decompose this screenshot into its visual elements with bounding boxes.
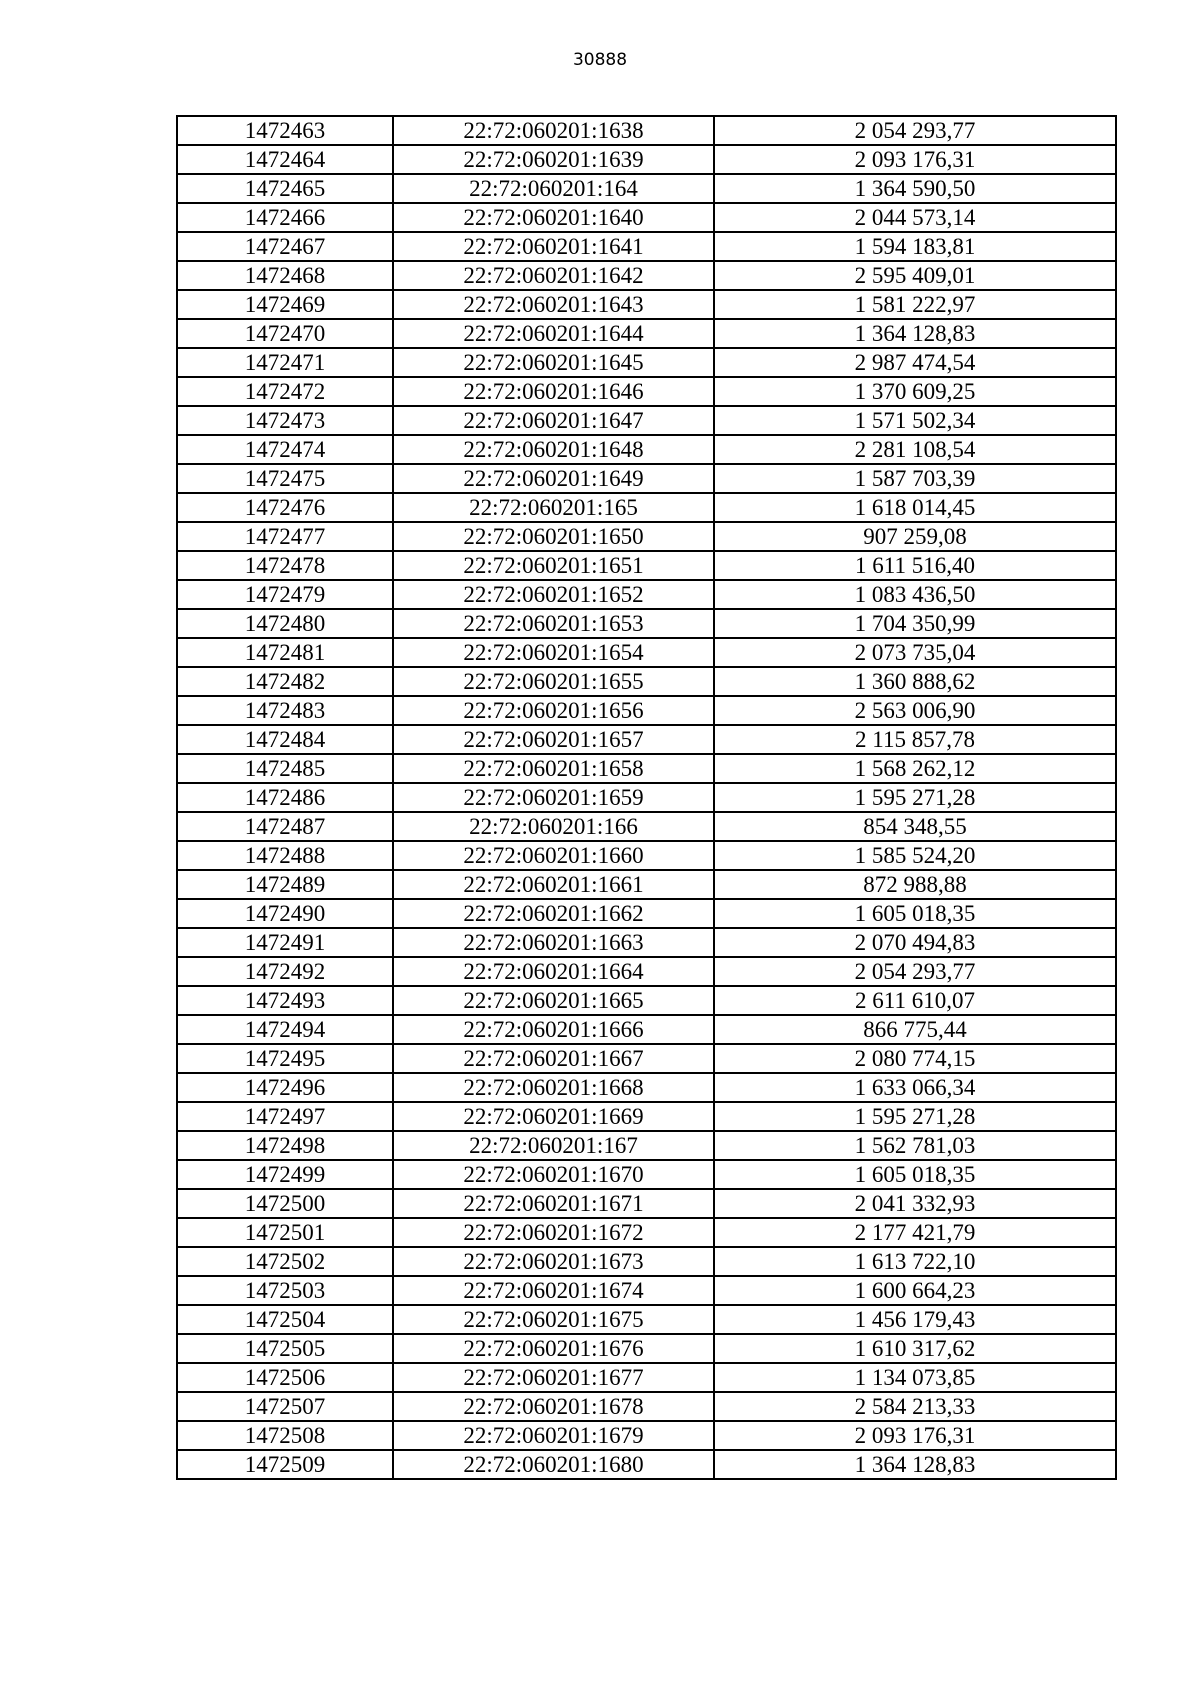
record-number-cell: 1472483	[177, 696, 393, 725]
record-number-cell: 1472503	[177, 1276, 393, 1305]
table-row	[177, 1450, 1116, 1479]
cadastral-value-cell: 1 595 271,28	[714, 1102, 1116, 1131]
cadastral-number-cell: 22:72:060201:1642	[393, 261, 714, 290]
cadastral-number-cell: 22:72:060201:1652	[393, 580, 714, 609]
record-number-cell: 1472488	[177, 841, 393, 870]
table-row	[177, 1131, 1116, 1160]
table-row	[177, 1015, 1116, 1044]
cadastral-number-cell: 22:72:060201:1658	[393, 754, 714, 783]
table-row	[177, 116, 1116, 145]
table-row	[177, 957, 1116, 986]
table-row	[177, 667, 1116, 696]
cadastral-value-cell: 1 618 014,45	[714, 493, 1116, 522]
cadastral-value-cell: 1 581 222,97	[714, 290, 1116, 319]
cadastral-value-cell: 2 595 409,01	[714, 261, 1116, 290]
cadastral-number-cell: 22:72:060201:1646	[393, 377, 714, 406]
record-number-cell: 1472476	[177, 493, 393, 522]
cadastral-number-cell: 22:72:060201:1673	[393, 1247, 714, 1276]
cadastral-number-cell: 22:72:060201:166	[393, 812, 714, 841]
table-row	[177, 899, 1116, 928]
record-number-cell: 1472497	[177, 1102, 393, 1131]
cadastral-value-cell: 1 456 179,43	[714, 1305, 1116, 1334]
records-table-body	[177, 116, 1116, 1479]
record-number-cell: 1472484	[177, 725, 393, 754]
cadastral-value-cell: 2 584 213,33	[714, 1392, 1116, 1421]
table-row	[177, 986, 1116, 1015]
cadastral-value-cell: 1 704 350,99	[714, 609, 1116, 638]
table-row	[177, 1044, 1116, 1073]
cadastral-number-cell: 22:72:060201:164	[393, 174, 714, 203]
table-row	[177, 377, 1116, 406]
table-row	[177, 232, 1116, 261]
cadastral-value-cell: 2 987 474,54	[714, 348, 1116, 377]
record-number-cell: 1472486	[177, 783, 393, 812]
record-number-cell: 1472492	[177, 957, 393, 986]
record-number-cell: 1472507	[177, 1392, 393, 1421]
record-number-cell: 1472479	[177, 580, 393, 609]
cadastral-number-cell: 22:72:060201:1674	[393, 1276, 714, 1305]
record-number-cell: 1472496	[177, 1073, 393, 1102]
records-table	[176, 115, 1117, 1480]
record-number-cell: 1472504	[177, 1305, 393, 1334]
cadastral-value-cell: 1 364 128,83	[714, 319, 1116, 348]
cadastral-number-cell: 22:72:060201:1649	[393, 464, 714, 493]
table-row	[177, 1073, 1116, 1102]
table-row	[177, 145, 1116, 174]
cadastral-value-cell: 1 083 436,50	[714, 580, 1116, 609]
cadastral-value-cell: 2 563 006,90	[714, 696, 1116, 725]
cadastral-number-cell: 22:72:060201:1679	[393, 1421, 714, 1450]
cadastral-number-cell: 22:72:060201:1664	[393, 957, 714, 986]
table-row	[177, 841, 1116, 870]
record-number-cell: 1472502	[177, 1247, 393, 1276]
record-number-cell: 1472501	[177, 1218, 393, 1247]
record-number-cell: 1472487	[177, 812, 393, 841]
record-number-cell: 1472478	[177, 551, 393, 580]
table-row	[177, 928, 1116, 957]
cadastral-value-cell: 2 054 293,77	[714, 957, 1116, 986]
table-row	[177, 522, 1116, 551]
table-row	[177, 1247, 1116, 1276]
cadastral-value-cell: 1 610 317,62	[714, 1334, 1116, 1363]
cadastral-number-cell: 22:72:060201:1647	[393, 406, 714, 435]
table-row	[177, 754, 1116, 783]
record-number-cell: 1472467	[177, 232, 393, 261]
cadastral-value-cell: 2 070 494,83	[714, 928, 1116, 957]
cadastral-value-cell: 2 093 176,31	[714, 1421, 1116, 1450]
cadastral-value-cell: 1 633 066,34	[714, 1073, 1116, 1102]
cadastral-value-cell: 1 613 722,10	[714, 1247, 1116, 1276]
cadastral-value-cell: 1 605 018,35	[714, 899, 1116, 928]
cadastral-number-cell: 22:72:060201:1675	[393, 1305, 714, 1334]
record-number-cell: 1472491	[177, 928, 393, 957]
cadastral-number-cell: 22:72:060201:1672	[393, 1218, 714, 1247]
cadastral-value-cell: 1 134 073,85	[714, 1363, 1116, 1392]
cadastral-value-cell: 2 093 176,31	[714, 145, 1116, 174]
record-number-cell: 1472485	[177, 754, 393, 783]
table-row	[177, 696, 1116, 725]
record-number-cell: 1472481	[177, 638, 393, 667]
record-number-cell: 1472463	[177, 116, 393, 145]
cadastral-value-cell: 2 054 293,77	[714, 116, 1116, 145]
cadastral-number-cell: 22:72:060201:1660	[393, 841, 714, 870]
cadastral-number-cell: 22:72:060201:1670	[393, 1160, 714, 1189]
cadastral-value-cell: 2 044 573,14	[714, 203, 1116, 232]
cadastral-value-cell: 1 587 703,39	[714, 464, 1116, 493]
cadastral-number-cell: 22:72:060201:1676	[393, 1334, 714, 1363]
cadastral-number-cell: 22:72:060201:1645	[393, 348, 714, 377]
record-number-cell: 1472508	[177, 1421, 393, 1450]
cadastral-value-cell: 2 611 610,07	[714, 986, 1116, 1015]
cadastral-number-cell: 22:72:060201:1671	[393, 1189, 714, 1218]
record-number-cell: 1472464	[177, 145, 393, 174]
table-row	[177, 870, 1116, 899]
cadastral-number-cell: 22:72:060201:1665	[393, 986, 714, 1015]
record-number-cell: 1472477	[177, 522, 393, 551]
record-number-cell: 1472499	[177, 1160, 393, 1189]
cadastral-number-cell: 22:72:060201:1677	[393, 1363, 714, 1392]
table-row	[177, 464, 1116, 493]
cadastral-number-cell: 22:72:060201:165	[393, 493, 714, 522]
cadastral-number-cell: 22:72:060201:1663	[393, 928, 714, 957]
record-number-cell: 1472494	[177, 1015, 393, 1044]
table-row	[177, 348, 1116, 377]
table-row	[177, 1160, 1116, 1189]
cadastral-value-cell: 2 073 735,04	[714, 638, 1116, 667]
table-row	[177, 1392, 1116, 1421]
cadastral-number-cell: 22:72:060201:1667	[393, 1044, 714, 1073]
cadastral-number-cell: 22:72:060201:1648	[393, 435, 714, 464]
cadastral-value-cell: 2 080 774,15	[714, 1044, 1116, 1073]
cadastral-value-cell: 1 585 524,20	[714, 841, 1116, 870]
cadastral-value-cell: 1 571 502,34	[714, 406, 1116, 435]
cadastral-value-cell: 2 041 332,93	[714, 1189, 1116, 1218]
cadastral-number-cell: 22:72:060201:1650	[393, 522, 714, 551]
cadastral-number-cell: 22:72:060201:1678	[393, 1392, 714, 1421]
cadastral-number-cell: 22:72:060201:1659	[393, 783, 714, 812]
record-number-cell: 1472474	[177, 435, 393, 464]
record-number-cell: 1472471	[177, 348, 393, 377]
cadastral-number-cell: 22:72:060201:1640	[393, 203, 714, 232]
table-row	[177, 261, 1116, 290]
table-row	[177, 174, 1116, 203]
table-row	[177, 638, 1116, 667]
record-number-cell: 1472470	[177, 319, 393, 348]
cadastral-value-cell: 1 600 664,23	[714, 1276, 1116, 1305]
cadastral-number-cell: 22:72:060201:1651	[393, 551, 714, 580]
table-row	[177, 1334, 1116, 1363]
cadastral-number-cell: 22:72:060201:1661	[393, 870, 714, 899]
table-row	[177, 812, 1116, 841]
cadastral-value-cell: 1 562 781,03	[714, 1131, 1116, 1160]
cadastral-value-cell: 907 259,08	[714, 522, 1116, 551]
table-row	[177, 203, 1116, 232]
table-row	[177, 1102, 1116, 1131]
record-number-cell: 1472473	[177, 406, 393, 435]
table-row	[177, 1189, 1116, 1218]
cadastral-number-cell: 22:72:060201:1669	[393, 1102, 714, 1131]
record-number-cell: 1472482	[177, 667, 393, 696]
record-number-cell: 1472465	[177, 174, 393, 203]
table-row	[177, 783, 1116, 812]
cadastral-number-cell: 22:72:060201:1662	[393, 899, 714, 928]
table-row	[177, 580, 1116, 609]
cadastral-number-cell: 22:72:060201:1653	[393, 609, 714, 638]
record-number-cell: 1472505	[177, 1334, 393, 1363]
table-row	[177, 1305, 1116, 1334]
table-row	[177, 290, 1116, 319]
cadastral-value-cell: 1 605 018,35	[714, 1160, 1116, 1189]
record-number-cell: 1472495	[177, 1044, 393, 1073]
table-row	[177, 435, 1116, 464]
cadastral-value-cell: 1 360 888,62	[714, 667, 1116, 696]
cadastral-number-cell: 22:72:060201:1638	[393, 116, 714, 145]
record-number-cell: 1472466	[177, 203, 393, 232]
table-row	[177, 1363, 1116, 1392]
cadastral-value-cell: 854 348,55	[714, 812, 1116, 841]
record-number-cell: 1472480	[177, 609, 393, 638]
cadastral-number-cell: 22:72:060201:1668	[393, 1073, 714, 1102]
table-row	[177, 1421, 1116, 1450]
cadastral-value-cell: 1 594 183,81	[714, 232, 1116, 261]
cadastral-value-cell: 2 177 421,79	[714, 1218, 1116, 1247]
cadastral-number-cell: 22:72:060201:1644	[393, 319, 714, 348]
cadastral-number-cell: 22:72:060201:1656	[393, 696, 714, 725]
record-number-cell: 1472493	[177, 986, 393, 1015]
table-row	[177, 319, 1116, 348]
cadastral-number-cell: 22:72:060201:1654	[393, 638, 714, 667]
record-number-cell: 1472468	[177, 261, 393, 290]
table-row	[177, 551, 1116, 580]
cadastral-number-cell: 22:72:060201:1643	[393, 290, 714, 319]
table-row	[177, 1218, 1116, 1247]
table-row	[177, 725, 1116, 754]
cadastral-value-cell: 872 988,88	[714, 870, 1116, 899]
page-number: 30888	[572, 50, 628, 70]
cadastral-number-cell: 22:72:060201:1655	[393, 667, 714, 696]
table-row	[177, 609, 1116, 638]
table-row	[177, 1276, 1116, 1305]
record-number-cell: 1472506	[177, 1363, 393, 1392]
cadastral-value-cell: 1 364 590,50	[714, 174, 1116, 203]
cadastral-value-cell: 2 281 108,54	[714, 435, 1116, 464]
table-row	[177, 493, 1116, 522]
cadastral-value-cell: 2 115 857,78	[714, 725, 1116, 754]
record-number-cell: 1472498	[177, 1131, 393, 1160]
table-row	[177, 406, 1116, 435]
cadastral-value-cell: 1 568 262,12	[714, 754, 1116, 783]
cadastral-number-cell: 22:72:060201:167	[393, 1131, 714, 1160]
record-number-cell: 1472500	[177, 1189, 393, 1218]
cadastral-value-cell: 1 595 271,28	[714, 783, 1116, 812]
cadastral-value-cell: 1 364 128,83	[714, 1450, 1116, 1479]
cadastral-value-cell: 1 611 516,40	[714, 551, 1116, 580]
cadastral-value-cell: 866 775,44	[714, 1015, 1116, 1044]
record-number-cell: 1472489	[177, 870, 393, 899]
cadastral-value-cell: 1 370 609,25	[714, 377, 1116, 406]
record-number-cell: 1472475	[177, 464, 393, 493]
record-number-cell: 1472509	[177, 1450, 393, 1479]
cadastral-number-cell: 22:72:060201:1680	[393, 1450, 714, 1479]
cadastral-number-cell: 22:72:060201:1639	[393, 145, 714, 174]
cadastral-number-cell: 22:72:060201:1641	[393, 232, 714, 261]
record-number-cell: 1472472	[177, 377, 393, 406]
cadastral-number-cell: 22:72:060201:1657	[393, 725, 714, 754]
record-number-cell: 1472490	[177, 899, 393, 928]
record-number-cell: 1472469	[177, 290, 393, 319]
cadastral-number-cell: 22:72:060201:1666	[393, 1015, 714, 1044]
